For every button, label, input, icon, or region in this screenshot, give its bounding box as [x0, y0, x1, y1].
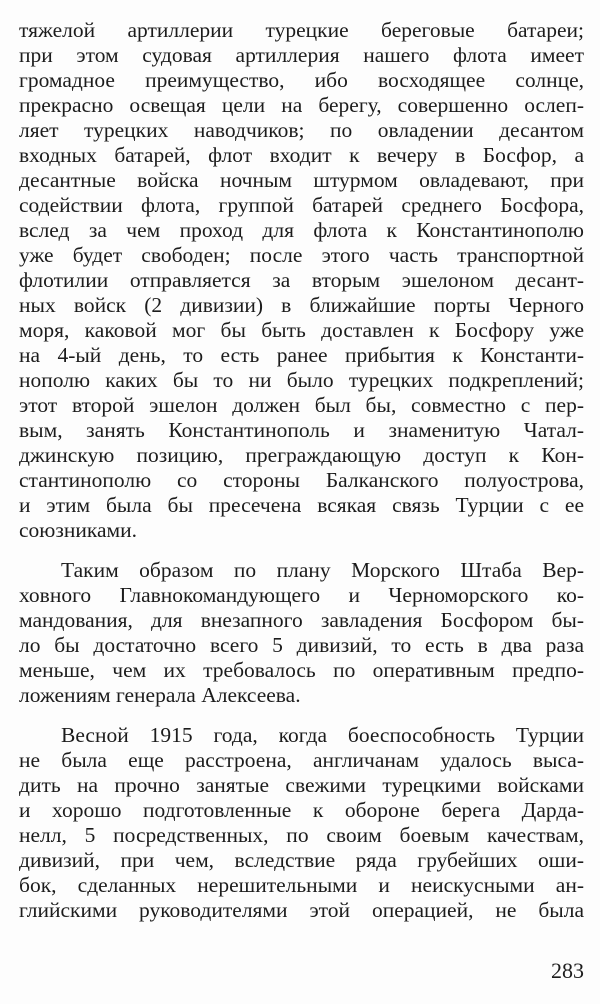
text-line: вслед за чем проход для флота к Константинополю: [19, 218, 584, 242]
text-line: нополю каких бы то ни было турецких подкреплений;: [19, 368, 584, 392]
text-line: входных батарей, флот входит к вечеру в Босфор, а: [19, 143, 584, 167]
paragraph: [19, 18, 584, 543]
text-line: меньше, чем их требовалось по оперативным предпо-: [19, 658, 584, 682]
text-line: и этим была бы пресечена всякая связь Турции с ее: [19, 493, 584, 517]
text-line: и хорошо подготовленные к обороне берега Дарда-: [19, 798, 584, 822]
text-line: при этом судовая артиллерия нашего флота имеет: [19, 43, 584, 67]
text-line: нелл, 5 посредственных, по своим боевым качествам,: [19, 823, 584, 847]
text-line: дить на прочно занятые свежими турецкими войсками: [19, 773, 584, 797]
text-line: вым, занять Константинополь и знаменитую Чатал-: [19, 418, 584, 442]
text-line: стантинополю со стороны Балканского полуострова,: [19, 468, 584, 492]
page-number: 283: [551, 958, 584, 983]
text-line: тяжелой артиллерии турецкие береговые батареи;: [19, 18, 584, 42]
text-line: джинскую позицию, преграждающую доступ к Кон-: [19, 443, 584, 467]
text-line: ных войск (2 дивизии) в ближайшие порты Черного: [19, 293, 584, 317]
book-page-text: [19, 18, 584, 923]
text-line: уже будет свободен; после этого часть транспортной: [19, 243, 584, 267]
paragraph: [19, 558, 584, 708]
text-line: прекрасно освещая цели на берегу, совершенно ослеп-: [19, 93, 584, 117]
text-line: дивизий, при чем, вследствие ряда грубейших оши-: [19, 848, 584, 872]
text-line: ховного Главнокомандующего и Черноморского ко-: [19, 583, 584, 607]
text-line: ляет турецких наводчиков; по овладении десантом: [19, 118, 584, 142]
text-line: моря, каковой мог бы быть доставлен к Босфору уже: [19, 318, 584, 342]
text-line: ложениям генерала Алексеева.: [19, 683, 301, 707]
text-line: бок, сделанных нерешительными и неискусными ан-: [19, 873, 584, 897]
text-line: содействии флота, группой батарей среднего Босфора,: [19, 193, 584, 217]
text-line: Весной 1915 года, когда боеспособность Турции: [61, 723, 584, 747]
text-line: громадное преимущество, ибо восходящее солнце,: [19, 68, 584, 92]
text-line: ло бы достаточно всего 5 дивизий, то есть в два раза: [19, 633, 584, 657]
paragraph: [19, 723, 584, 923]
text-line: союзниками.: [19, 518, 138, 542]
text-line: не была еще расстроена, англичанам удалось выса-: [19, 748, 584, 772]
text-line: Таким образом по плану Морского Штаба Вер-: [61, 558, 584, 582]
text-line: мандования, для внезапного завладения Босфором бы-: [19, 608, 584, 632]
text-line: глийскими руководителями этой операцией, не была: [19, 898, 584, 922]
text-line: на 4-ый день, то есть ранее прибытия к Константи-: [19, 343, 584, 367]
text-line: десантные войска ночным штурмом овладевают, при: [19, 168, 584, 192]
text-line: флотилии отправляется за вторым эшелоном десант-: [19, 268, 584, 292]
text-line: этот второй эшелон должен был бы, совместно с пер-: [19, 393, 584, 417]
